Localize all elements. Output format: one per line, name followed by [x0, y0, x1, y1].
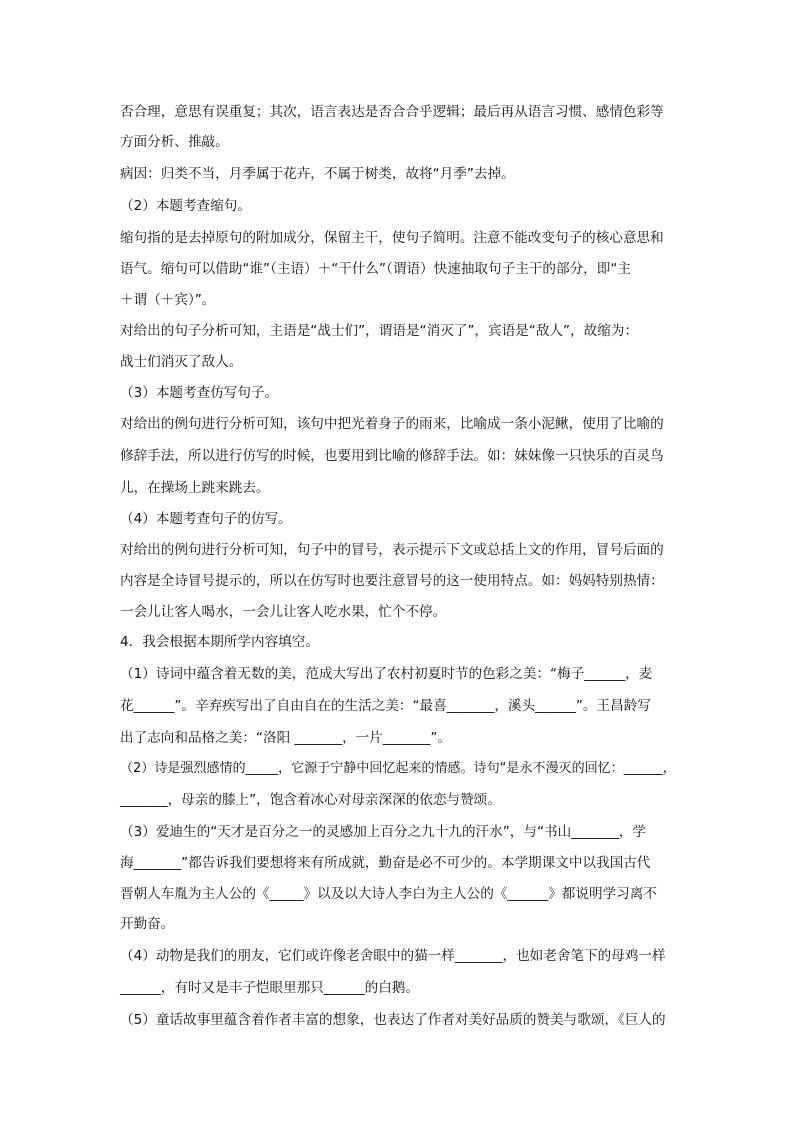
- text-line-20: 花______”。辛弃疾写出了自由自在的生活之美：“最喜_______，溪头______”。王昌龄写: [120, 698, 651, 714]
- text-line-7: ＋谓（＋宾）”。: [120, 292, 216, 308]
- text-line-19: （1）诗词中蕴含着无数的美，范成大写出了农村初夏时节的色彩之美：“梅子______，麦: [120, 666, 653, 682]
- text-line-27: 开勤奋。: [120, 916, 175, 932]
- text-line-28: （4）动物是我们的朋友，它们或许像老舍眼中的猫一样_______，也如老舍笔下的母鸡一样: [120, 948, 666, 964]
- text-line-17: 一会儿让客人喝水，一会儿让客人吃水果，忙个不停。: [120, 604, 447, 620]
- text-line-14: （4）本题考查句子的仿写。: [120, 511, 292, 527]
- text-line-1: 否合理，意思有误重复；其次，语言表达是否合合乎逻辑；最后再从语言习惯、感情色彩等: [120, 104, 664, 120]
- text-line-21: 出了志向和品格之美：“洛阳 _______，一片_______”。: [120, 730, 452, 746]
- text-line-18: 4．我会根据本期所学内容填空。: [120, 634, 319, 650]
- text-line-23: _______，母亲的膝上”，饱含着冰心对母亲深深的依恋与赞颂。: [120, 792, 501, 808]
- text-line-4: （2）本题考查缩句。: [120, 198, 251, 214]
- text-line-30: （5）童话故事里蕴含着作者丰富的想象，也表达了作者对美好品质的赞美与歌颂，《巨人的: [120, 1012, 666, 1028]
- text-line-3: 病因：归类不当，月季属于花卉，不属于树类，故将“月季”去掉。: [120, 166, 515, 182]
- text-line-10: （3）本题考查仿写句子。: [120, 385, 279, 401]
- text-line-25: 海_______”都告诉我们要想将来有所成就，勤奋是必不可少的。本学期课文中以我国古代: [120, 855, 651, 871]
- text-line-13: 儿，在操场上跳来跳去。: [120, 480, 270, 496]
- text-line-26: 晋朝人车胤为主人公的《_____》以及以大诗人李白为主人公的《______》都说明学习离不: [120, 886, 657, 902]
- text-line-15: 对给出的例句进行分析可知，句子中的冒号，表示提示下文或总括上文的作用，冒号后面的: [120, 542, 664, 558]
- text-line-9: 战士们消灭了敌人。: [120, 354, 243, 370]
- text-line-2: 方面分析、推敲。: [120, 134, 229, 150]
- text-line-29: ______，有时又是丰子恺眼里那只______的白鹅。: [120, 980, 420, 996]
- text-line-5: 缩句指的是去掉原句的附加成分，保留主干，使句子简明。注意不能改变句子的核心意思和: [120, 230, 664, 246]
- text-line-6: 语气。缩句可以借助“谁”（主语）＋“干什么”（谓语）快速抽取句子主干的部分，即“主: [120, 261, 631, 277]
- text-line-12: 修辞手法，所以进行仿写的时候，也要用到比喻的修辞手法。如：妹妹像一只快乐的百灵鸟: [120, 448, 664, 464]
- text-line-22: （2）诗是强烈感情的_____，它源于宁静中回忆起来的情感。诗句“是永不漫灭的回忆：______，: [120, 761, 676, 776]
- text-line-11: 对给出的例句进行分析可知，该句中把光着身子的雨来，比喻成一条小泥鳅，使用了比喻的: [120, 416, 664, 432]
- text-line-8: 对给出的句子分析可知，主语是“战士们”，谓语是“消灭了”，宾语是“敌人”，故缩为：: [120, 323, 639, 339]
- text-line-24: （3）爱迪生的“天才是百分之一的灵感加上百分之九十九的汗水”，与“书山_______，学: [120, 824, 646, 840]
- text-line-16: 内容是全诗冒号提示的，所以在仿写时也要注意冒号的这一使用特点。如：妈妈特别热情：: [120, 573, 664, 589]
